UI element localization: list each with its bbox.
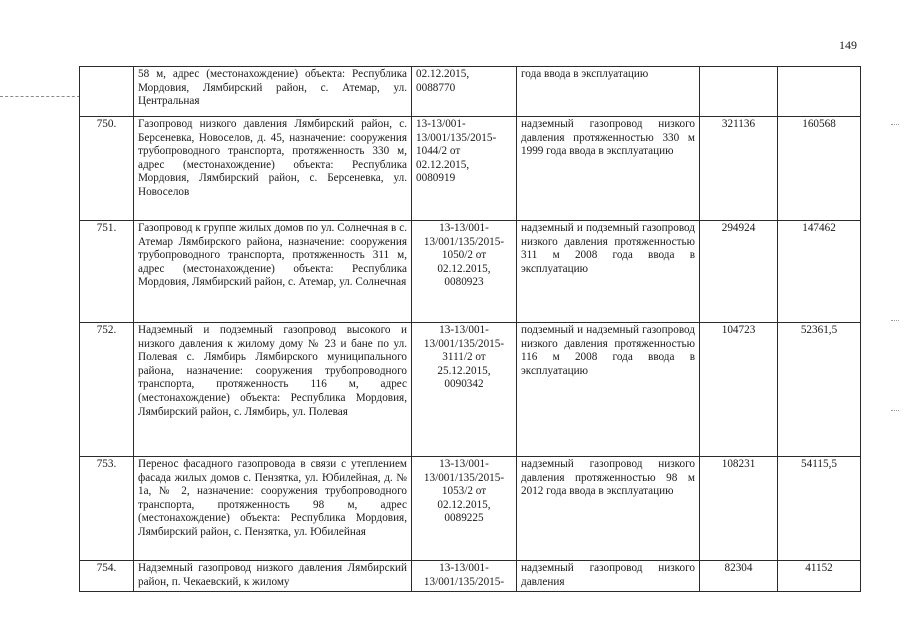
cost-value: 108231 bbox=[700, 457, 778, 561]
object-description: Газопровод низкого давления Лямбирский район, с. Берсеневка, Новоселов, д. 45, назначение: сооружения трубопроводного транспорта, протяженность 330 м, адрес (местонахождение) объекта: Республика Мордовия, Лямбирский район, с. Берсеневка, ул. Новоселов bbox=[134, 117, 412, 221]
registration-record: 13-13/001- 13/001/135/2015- 3111/2 от 25.12.2015, 0090342 bbox=[412, 323, 517, 457]
object-description: Газопровод к группе жилых домов по ул. Солнечная в с. Атемар Лямбирского района, назначение: сооружения трубопроводного транспорта, протяженность 311 м, адрес (местонахождение) объекта: Республика Мордовия, Лямбирский район, с. Атемар, ул. Солнечная bbox=[134, 221, 412, 323]
row-number: 752. bbox=[80, 323, 134, 457]
object-characteristics: надземный газопровод низкого давления протяженностью 98 м 2012 года ввода в эксплуатацию bbox=[517, 457, 700, 561]
page-number: 149 bbox=[839, 38, 857, 52]
row-number: 750. bbox=[80, 117, 134, 221]
table-row bbox=[80, 67, 861, 117]
scan-artifact-mark bbox=[891, 410, 899, 411]
row-number: 751. bbox=[80, 221, 134, 323]
object-description: Надземный и подземный газопровод высокого и низкого давления к жилому дому № 23 и бане по ул. Полевая с. Лямбирь Лямбирского муниципального района, назначение: сооружения трубопроводного транспорта, протяженность 116 м, адрес (местонахождение) объекта: Республика Мордовия, Лямбирский район, с. Лямбирь, ул. Полевая bbox=[134, 323, 412, 457]
cost-value: 321136 bbox=[700, 117, 778, 221]
table-row bbox=[80, 561, 861, 592]
object-characteristics: года ввода в эксплуатацию bbox=[517, 67, 700, 117]
cost-value: 104723 bbox=[700, 323, 778, 457]
row-number bbox=[80, 67, 134, 117]
residual-value: 41152 bbox=[778, 561, 861, 592]
residual-value: 52361,5 bbox=[778, 323, 861, 457]
registration-record: 13-13/001- 13/001/135/2015- 1050/2 от 02.12.2015, 0080923 bbox=[412, 221, 517, 323]
object-characteristics: подземный и надземный газопровод низкого давления протяженностью 116 м 2008 года ввода в эксплуатацию bbox=[517, 323, 700, 457]
scan-artifact-line bbox=[0, 96, 80, 97]
scan-artifact-mark bbox=[891, 320, 899, 321]
table-row bbox=[80, 117, 861, 221]
residual-value: 147462 bbox=[778, 221, 861, 323]
object-description: Перенос фасадного газопровода в связи с утеплением фасада жилых домов с. Пензятка, ул. Юбилейная, д. № 1а, № 2, назначение: сооружения трубопроводного транспорта, протяженность 98 м, адрес (местонахождение) объекта: Республика Мордовия, Лямбирский район, с. Пензятка, ул. Юбилейная bbox=[134, 457, 412, 561]
property-registry-table bbox=[79, 66, 861, 592]
residual-value: 54115,5 bbox=[778, 457, 861, 561]
table-row bbox=[80, 323, 861, 457]
row-number: 753. bbox=[80, 457, 134, 561]
registration-record: 13-13/001- 13/001/135/2015- bbox=[412, 561, 517, 592]
registration-record: 13-13/001- 13/001/135/2015- 1053/2 от 02.12.2015, 0089225 bbox=[412, 457, 517, 561]
scan-artifact-mark bbox=[891, 124, 899, 125]
object-characteristics: надземный газопровод низкого давления протяженностью 330 м 1999 года ввода в эксплуатацию bbox=[517, 117, 700, 221]
registration-record: 02.12.2015, 0088770 bbox=[412, 67, 517, 117]
object-description: Надземный газопровод низкого давления Лямбирский район, п. Чекаевский, к жилому bbox=[134, 561, 412, 592]
registration-record: 13-13/001- 13/001/135/2015- 1044/2 от 02.12.2015, 0080919 bbox=[412, 117, 517, 221]
cost-value: 82304 bbox=[700, 561, 778, 592]
cost-value bbox=[700, 67, 778, 117]
object-description: 58 м, адрес (местонахождение) объекта: Республика Мордовия, Лямбирский район, с. Атемар, ул. Центральная bbox=[134, 67, 412, 117]
cost-value: 294924 bbox=[700, 221, 778, 323]
object-characteristics: надземный газопровод низкого давления bbox=[517, 561, 700, 592]
table-row bbox=[80, 221, 861, 323]
object-characteristics: надземный и подземный газопровод низкого давления протяженностью 311 м 2008 года ввода в эксплуатацию bbox=[517, 221, 700, 323]
residual-value bbox=[778, 67, 861, 117]
row-number: 754. bbox=[80, 561, 134, 592]
residual-value: 160568 bbox=[778, 117, 861, 221]
table-row bbox=[80, 457, 861, 561]
